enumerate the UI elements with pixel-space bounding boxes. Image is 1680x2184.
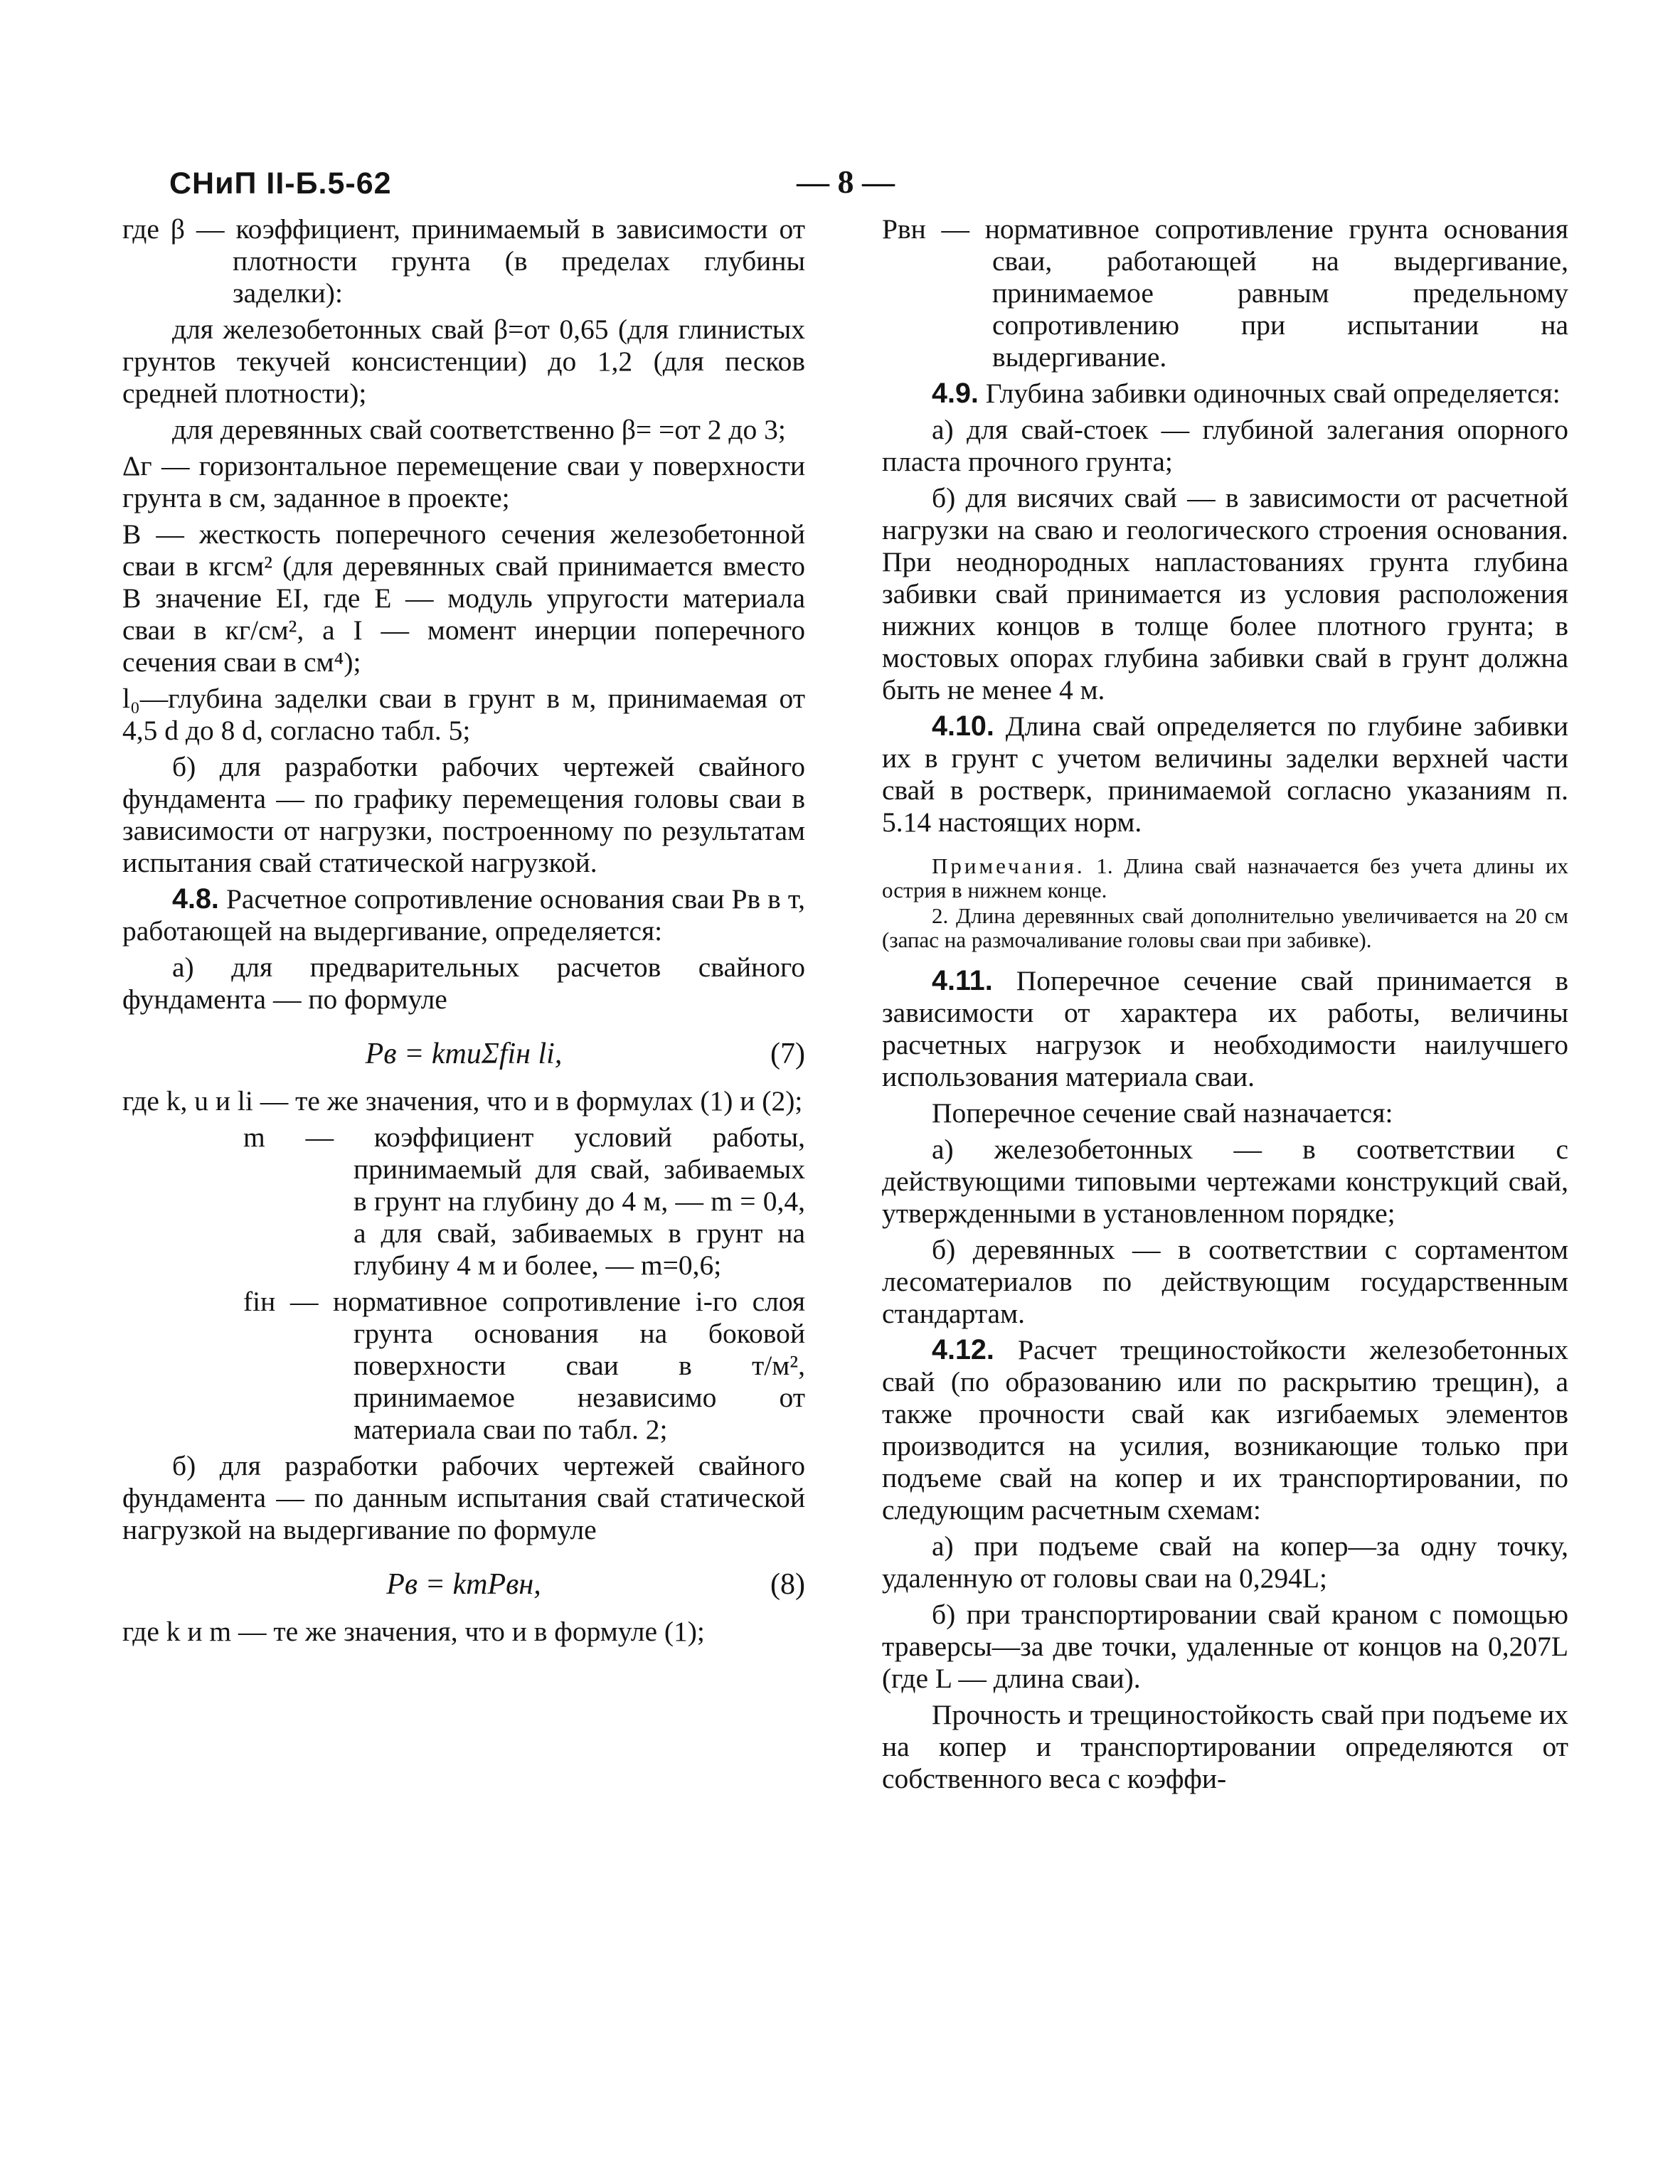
paragraph: где k, u и li — те же значения, что и в формулах (1) и (2);	[122, 1085, 803, 1117]
left-column	[122, 213, 805, 1652]
notes-label: Примечания.	[932, 853, 1085, 878]
section-4-11	[882, 965, 1568, 1093]
page-number: — 8 —	[797, 164, 895, 200]
notes-block	[882, 854, 1568, 952]
paragraph: б) при транспортировании свай краном с помощью траверсы—за две точки, удаленные от концов на 0,207L (где L — длина сваи).	[882, 1599, 1568, 1694]
paragraph: а) железобетонных — в соответствии с действующими типовыми чертежами конструкций свай, утвержденными в установленном порядке;	[882, 1134, 1568, 1229]
formula-number: (8)	[770, 1568, 805, 1601]
paragraph: Поперечное сечение свай назначается:	[932, 1097, 1393, 1129]
right-column	[882, 213, 1568, 1799]
section-4-9	[882, 378, 1568, 410]
section-number: 4.11.	[932, 965, 993, 996]
paragraph: fiн — нормативное сопротивление i-го слоя грунта основания на боковой поверхности сваи в т/м², принимаемое независимо от материала сваи по табл. 2;	[243, 1286, 805, 1445]
paragraph: Прочность и трещиностойкость свай при подъеме их на копер и транспортировании определяются от собственного веса с коэффи-	[882, 1699, 1568, 1794]
paragraph: б) для разработки рабочих чертежей свайного фундамента — по данным испытания свай статической нагрузкой на выдергивание по формуле	[122, 1450, 805, 1545]
paragraph: m — коэффициент условий работы, принимаемый для свай, забиваемых в грунт на глубину до 4 м, — m = 0,4, а для свай, забиваемых в грунт на глубину 4 м и более, — m=0,6;	[243, 1122, 805, 1281]
paragraph: l₀—глубина заделки сваи в грунт в м, принимаемая от 4,5 d до 8 d, согласно табл. 5;	[122, 683, 805, 746]
document-code: СНиП II-Б.5-62	[169, 166, 392, 201]
paragraph: б) для разработки рабочих чертежей свайного фундамента — по графику перемещения головы сваи в зависимости от нагрузки, построенному по результатам испытания свай статической нагрузкой.	[122, 751, 805, 878]
section-number: 4.9.	[932, 378, 979, 409]
formula-7	[122, 1020, 805, 1085]
formula-expression: Pв = kmuΣfiн li,	[365, 1038, 563, 1070]
formula-expression: Pв = kmPвн,	[386, 1568, 541, 1601]
paragraph: б) для висячих свай — в зависимости от расчетной нагрузки на сваю и геологического строения основания. При неоднородных напластованиях грунта глубина забивки свай принимается из условия расположения нижних концов в толще более плотного грунта; в мостовых опорах глубина забивки свай в грунт должна быть не менее 4 м.	[882, 482, 1568, 705]
paragraph: B — жесткость поперечного сечения железобетонной сваи в кгсм² (для деревянных свай принимается вместо B значение EI, где E — модуль упругости материала сваи в кг/см², а I — момент инерции поперечного сечения сваи в см⁴);	[122, 518, 805, 678]
paragraph: Pвн — нормативное сопротивление грунта основания сваи, работающей на выдергивание, принимаемое равным предельному сопротивлению при испытании на выдергивание.	[882, 213, 1568, 373]
section-text: Длина свай определяется по глубине забивки их в грунт с учетом величины заделки верхней части свай в ростверк, принимаемой согласно указаниям п. 5.14 настоящих норм.	[882, 710, 1569, 838]
formula-number: (7)	[770, 1038, 805, 1070]
paragraph: Δг — горизонтальное перемещение сваи у поверхности грунта в см, заданное в проекте;	[122, 450, 805, 513]
paragraph: б) деревянных — в соответствии с сортаментом лесоматериалов по действующим государственным стандартам.	[882, 1234, 1568, 1329]
paragraph: где k и m — те же значения, что и в формуле (1);	[122, 1616, 705, 1647]
section-text: Поперечное сечение свай принимается в зависимости от характера их работы, величины расчетных нагрузок и необходимости наилучшего использования материала сваи.	[882, 965, 1568, 1092]
section-4-8	[122, 883, 805, 947]
section-text: Расчет трещиностойкости железобетонных свай (по образованию или по раскрытию трещин), а также прочности свай как изгибаемых элементов производится на усилия, возникающие только при подъеме свай на копер и их транспортировании, по следующим расчетным схемам:	[882, 1334, 1569, 1525]
note-1	[882, 854, 1568, 902]
paragraph: для деревянных свай соответственно β= =от 2 до 3;	[172, 414, 786, 445]
section-number: 4.8.	[172, 883, 219, 915]
paragraph: а) при подъеме свай на копер—за одну точку, удаленную от головы сваи на 0,294L;	[882, 1530, 1568, 1594]
paragraph: а) для предварительных расчетов свайного фундамента — по формуле	[122, 952, 805, 1015]
section-number: 4.12.	[932, 1334, 994, 1365]
section-text: Расчетное сопротивление основания сваи Pв в т, работающей на выдергивание, определяется:	[122, 883, 805, 947]
section-4-10	[882, 710, 1568, 838]
paragraph: для железобетонных свай β=от 0,65 (для глинистых грунтов текучей консистенции) до 1,2 (для песков средней плотности);	[122, 314, 805, 409]
section-number: 4.10.	[932, 710, 994, 742]
note-2: 2. Длина деревянных свай дополнительно увеличивается на 20 см (запас на размочаливание головы сваи при забивке).	[882, 903, 1568, 952]
formula-8	[122, 1550, 805, 1616]
paragraph: а) для свай-стоек — глубиной залегания опорного пласта прочного грунта;	[882, 414, 1568, 477]
paragraph: где β — коэффициент, принимаемый в зависимости от плотности грунта (в пределах глубины заделки):	[122, 213, 805, 309]
note-text: 1. Длина свай назначается без учета длины их острия в нижнем конце.	[882, 853, 1568, 902]
section-text: Глубина забивки одиночных свай определяется:	[985, 378, 1561, 409]
section-4-12	[882, 1334, 1568, 1526]
